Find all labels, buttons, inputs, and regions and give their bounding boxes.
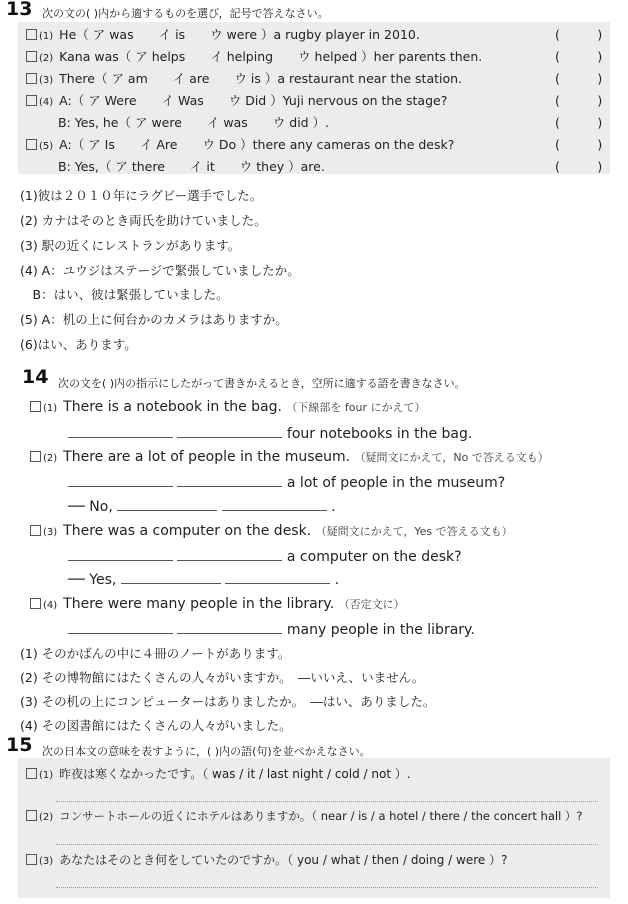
q13-item-2: (2) Kana was（ ア helps イ helping ウ helped ）her parents then. [26,47,482,65]
q14-item-4: (4) There were many people in the library. （否定文に） [30,596,405,612]
q13-jp-1: (1)彼は２０１０年にラグビー選手でした。 [20,188,263,203]
answer-blank[interactable] [68,474,173,487]
checkbox-icon[interactable] [26,139,37,150]
answer-blank[interactable] [225,571,330,584]
q13-item-4b: B: Yes, he（ ア were イ was ウ did ）. [58,115,330,130]
checkbox-icon[interactable] [26,854,37,865]
answer-blank[interactable] [117,498,217,511]
answer-blank[interactable] [177,548,282,561]
q14-line-3: a computer on the desk? [68,548,462,565]
q14-item-2: (2) There are a lot of people in the museum. （疑問文にかえて，No で答える文も） [30,449,549,465]
answer-blank[interactable] [68,621,173,634]
q15-number: 15 [6,734,33,756]
q13-jp-2: (2) カナはそのとき両氏を助けていました。 [20,213,267,228]
q15-answer-line-1[interactable] [56,800,598,802]
checkbox-icon[interactable] [26,29,37,40]
checkbox-icon[interactable] [30,525,41,536]
q13-item-1: (1) He（ ア was イ is ウ were ）a rugby player in 2010. [26,25,420,43]
q13-instruction: 次の文の( )内から適するものを選び，記号で答えなさい。 [42,7,329,20]
q14-answer-3: ── Yes, . [68,572,340,588]
checkbox-icon[interactable] [26,51,37,62]
q14-line-4: many people in the library. [68,621,475,638]
q14-line-1: four notebooks in the bag. [68,425,472,442]
q15-item-2: (2) コンサートホールの近くにホテルはありますか。（ near / is / a hotel / there / the concert hall ）? [26,808,583,826]
q13-answer-5a[interactable]: ( ) [555,137,603,152]
answer-blank[interactable] [68,548,173,561]
q14-item-1: (1) There is a notebook in the bag. （下線部を four にかえて） [30,399,426,415]
answer-blank[interactable] [68,425,173,438]
q14-jp-3: (3) その机の上にコンピューターはありましたか。 ―はい、ありました。 [20,694,436,709]
q13-item-5b: B: Yes,（ ア there イ it ウ they ）are. [58,159,325,174]
q13-answer-3[interactable]: ( ) [555,71,603,86]
answer-blank[interactable] [177,425,282,438]
q14-item-3: (3) There was a computer on the desk. （疑問文にかえて，Yes で答える文も） [30,523,513,539]
q15-instruction: 次の日本文の意味を表すように，( )内の語(句)を並べかえなさい。 [42,745,371,758]
q14-jp-1: (1) そのかばんの中に４冊のノートがあります。 [20,646,291,661]
q13-item-4a: (4) A:（ ア Were イ Was ウ Did ）Yuji nervous on the stage? [26,91,447,109]
checkbox-icon[interactable] [30,598,41,609]
checkbox-icon[interactable] [30,451,41,462]
q14-answer-2: ── No, . [68,499,336,515]
q13-answer-4b[interactable]: ( ) [555,115,603,130]
q13-answer-4a[interactable]: ( ) [555,93,603,108]
q13-jp-6: (5) A：机の上に何台かのカメラはありますか。 [20,312,288,327]
checkbox-icon[interactable] [26,95,37,106]
q15-item-3: (3) あなたはそのとき何をしていたのですか。（ you / what / then / doing / were ）? [26,851,507,869]
checkbox-icon[interactable] [30,401,41,412]
q13-item-3: (3) There（ ア am イ are ウ is ）a restaurant near the station. [26,69,462,87]
answer-blank[interactable] [222,498,327,511]
q14-jp-4: (4) その図書館にはたくさんの人々がいました。 [20,718,292,733]
answer-blank[interactable] [177,474,282,487]
q14-number: 14 [22,366,49,388]
q13-answer-1[interactable]: ( ) [555,27,603,42]
q13-jp-3: (3) 駅の近くにレストランがあります。 [20,238,241,253]
checkbox-icon[interactable] [26,810,37,821]
answer-blank[interactable] [121,571,221,584]
q15-answer-line-2[interactable] [56,843,598,845]
q14-line-2: a lot of people in the museum? [68,474,505,491]
q14-instruction: 次の文を( )内の指示にしたがって書きかえるとき，空所に適する語を書きなさい。 [58,377,466,390]
q13-jp-5: B：はい、彼は緊張していました。 [20,287,229,302]
q13-number: 13 [6,0,33,20]
answer-blank[interactable] [177,621,282,634]
checkbox-icon[interactable] [26,73,37,84]
checkbox-icon[interactable] [26,768,37,779]
q13-item-5a: (5) A:（ ア Is イ Are ウ Do ）there any cameras on the desk? [26,135,454,153]
q13-jp-4: (4) A：ユウジはステージで緊張していましたか。 [20,263,300,278]
q13-answer-5b[interactable]: ( ) [555,159,603,174]
q15-item-1: (1) 昨夜は寒くなかったです。（ was / it / last night / cold / not ）. [26,765,411,783]
q15-answer-line-3[interactable] [56,886,598,888]
q14-jp-2: (2) その博物館にはたくさんの人々がいますか。 ―いいえ、いません。 [20,670,425,685]
q13-jp-7: (6)はい、あります。 [20,337,137,352]
q13-answer-2[interactable]: ( ) [555,49,603,64]
